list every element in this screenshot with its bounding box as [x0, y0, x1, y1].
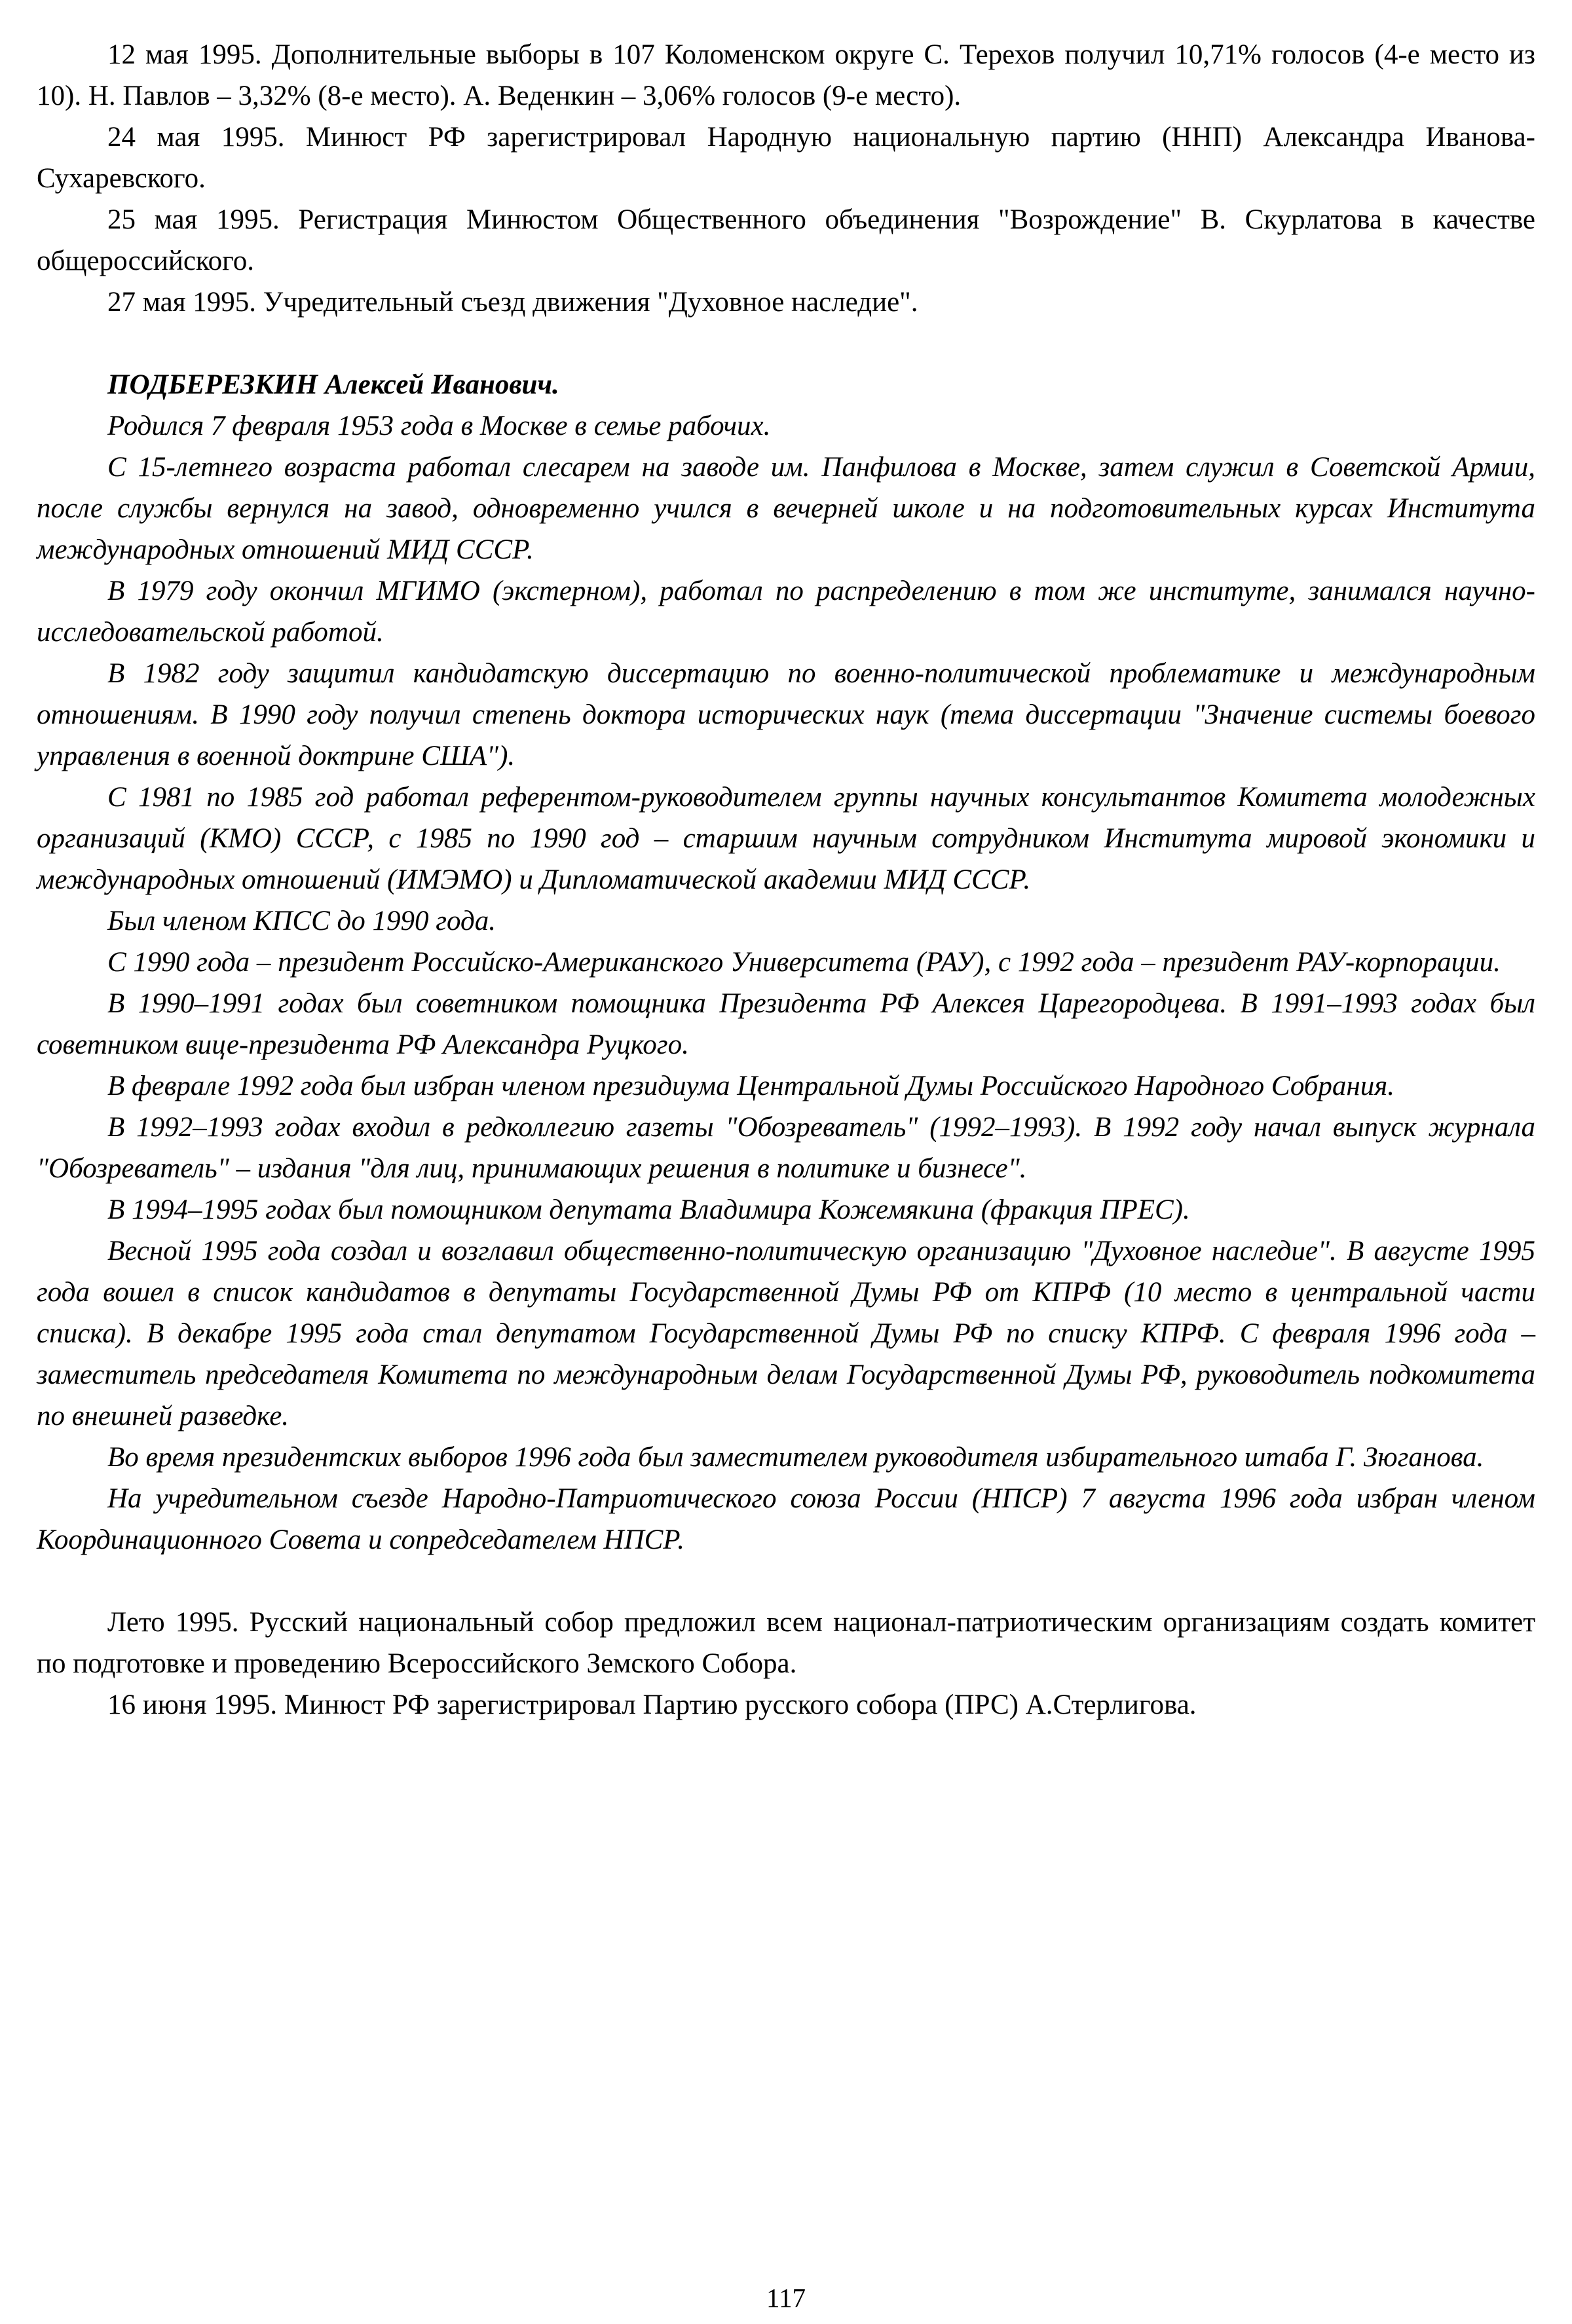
bio-paragraph: В 1994–1995 годах был помощником депутата Владимира Кожемякина (фракция ПРЕС). [107, 1194, 1190, 1225]
bio-paragraph: Был членом КПСС до 1990 года. [107, 906, 496, 936]
chronicle-bottom-section [37, 1602, 1535, 1725]
bio-paragraph: Родился 7 февраля 1953 года в Москве в семье рабочих. [107, 411, 771, 441]
bio-paragraph: В 1990–1991 годах был советником помощника Президента РФ Алексея Царегородцева. В 1991–1993 годах был советником вице-президента РФ Александра Руцкого. [37, 988, 1535, 1060]
bio-paragraph: Весной 1995 года создал и возглавил общественно-политическую организацию "Духовное наследие". В августе 1995 года вошел в список кандидатов в депутаты Государственной Думы РФ от КПРФ (10 место в центральной части списка). В декабре 1995 года стал депутатом Государственной Думы РФ по списку КПРФ. С февраля 1996 года – заместитель председателя Комитета по международным делам Государственной Думы РФ, руководитель подкомитета по внешней разведке. [37, 1236, 1535, 1431]
bio-paragraph: С 1990 года – президент Российско-Американского Университета (РАУ), с 1992 года – президент РАУ-корпорации. [107, 947, 1501, 978]
bio-paragraph: С 1981 по 1985 год работал референтом-руководителем группы научных консультантов Комитета молодежных организаций (КМО) СССР, с 1985 по 1990 год – старшим научным сотрудником Института мировой экономики и международных отношений (ИМЭМО) и Дипломатической академии МИД СССР. [37, 782, 1535, 895]
paragraph: Лето 1995. Русский национальный собор предложил всем национал-патриотическим организациям создать комитет по подготовке и проведению Всероссийского Земского Собора. [37, 1607, 1535, 1679]
bio-paragraph: Во время президентских выборов 1996 года был заместителем руководителя избирательного штаба Г. Зюганова. [107, 1442, 1484, 1473]
section-divider-gap [37, 323, 1535, 364]
paragraph: 24 мая 1995. Минюст РФ зарегистрировал Народную национальную партию (ННП) Александра Иванова-Сухаревского. [37, 122, 1535, 194]
paragraph: 16 июня 1995. Минюст РФ зарегистрировал Партию русского собора (ПРС) А.Стерлигова. [107, 1689, 1197, 1720]
section-divider-gap [37, 1560, 1535, 1602]
bio-heading: ПОДБЕРЕЗКИН Алексей Иванович. [107, 369, 559, 400]
bio-paragraph: В 1992–1993 годах входил в редколлегию газеты "Обозреватель" (1992–1993). В 1992 году начал выпуск журнала "Обозреватель" – издания "для лиц, принимающих решения в политике и бизнесе". [37, 1112, 1535, 1184]
paragraph: 25 мая 1995. Регистрация Минюстом Общественного объединения "Возрождение" В. Скурлатова в качестве общероссийского. [37, 204, 1535, 276]
bio-paragraph: В феврале 1992 года был избран членом президиума Центральной Думы Российского Народного Собрания. [107, 1071, 1394, 1101]
chronicle-top-section [37, 34, 1535, 323]
paragraph: 27 мая 1995. Учредительный съезд движения "Духовное наследие". [107, 287, 918, 318]
bio-paragraph: В 1982 году защитил кандидатскую диссертацию по военно-политической проблематике и международным отношениям. В 1990 году получил степень доктора исторических наук (тема диссертации "Значение системы боевого управления в военной доктрине США"). [37, 658, 1535, 771]
bio-paragraph: На учредительном съезде Народно-Патриотического союза России (НПСР) 7 августа 1996 года избран членом Координационного Совета и сопредседателем НПСР. [37, 1483, 1535, 1555]
bio-paragraph: В 1979 году окончил МГИМО (экстерном), работал по распределению в том же институте, занимался научно-исследовательской работой. [37, 576, 1535, 648]
paragraph: 12 мая 1995. Дополнительные выборы в 107 Коломенском округе С. Терехов получил 10,71% голосов (4-е место из 10). Н. Павлов – 3,32% (8-е место). А. Веденкин – 3,06% голосов (9-е место). [37, 39, 1535, 111]
bio-paragraph: С 15-летнего возраста работал слесарем на заводе им. Панфилова в Москве, затем служил в Советской Армии, после службы вернулся на завод, одновременно учился в вечерней школе и на подготовительных курсах Института международных отношений МИД СССР. [37, 452, 1535, 565]
page-number: 117 [766, 2283, 806, 2313]
biography-section [37, 364, 1535, 1560]
